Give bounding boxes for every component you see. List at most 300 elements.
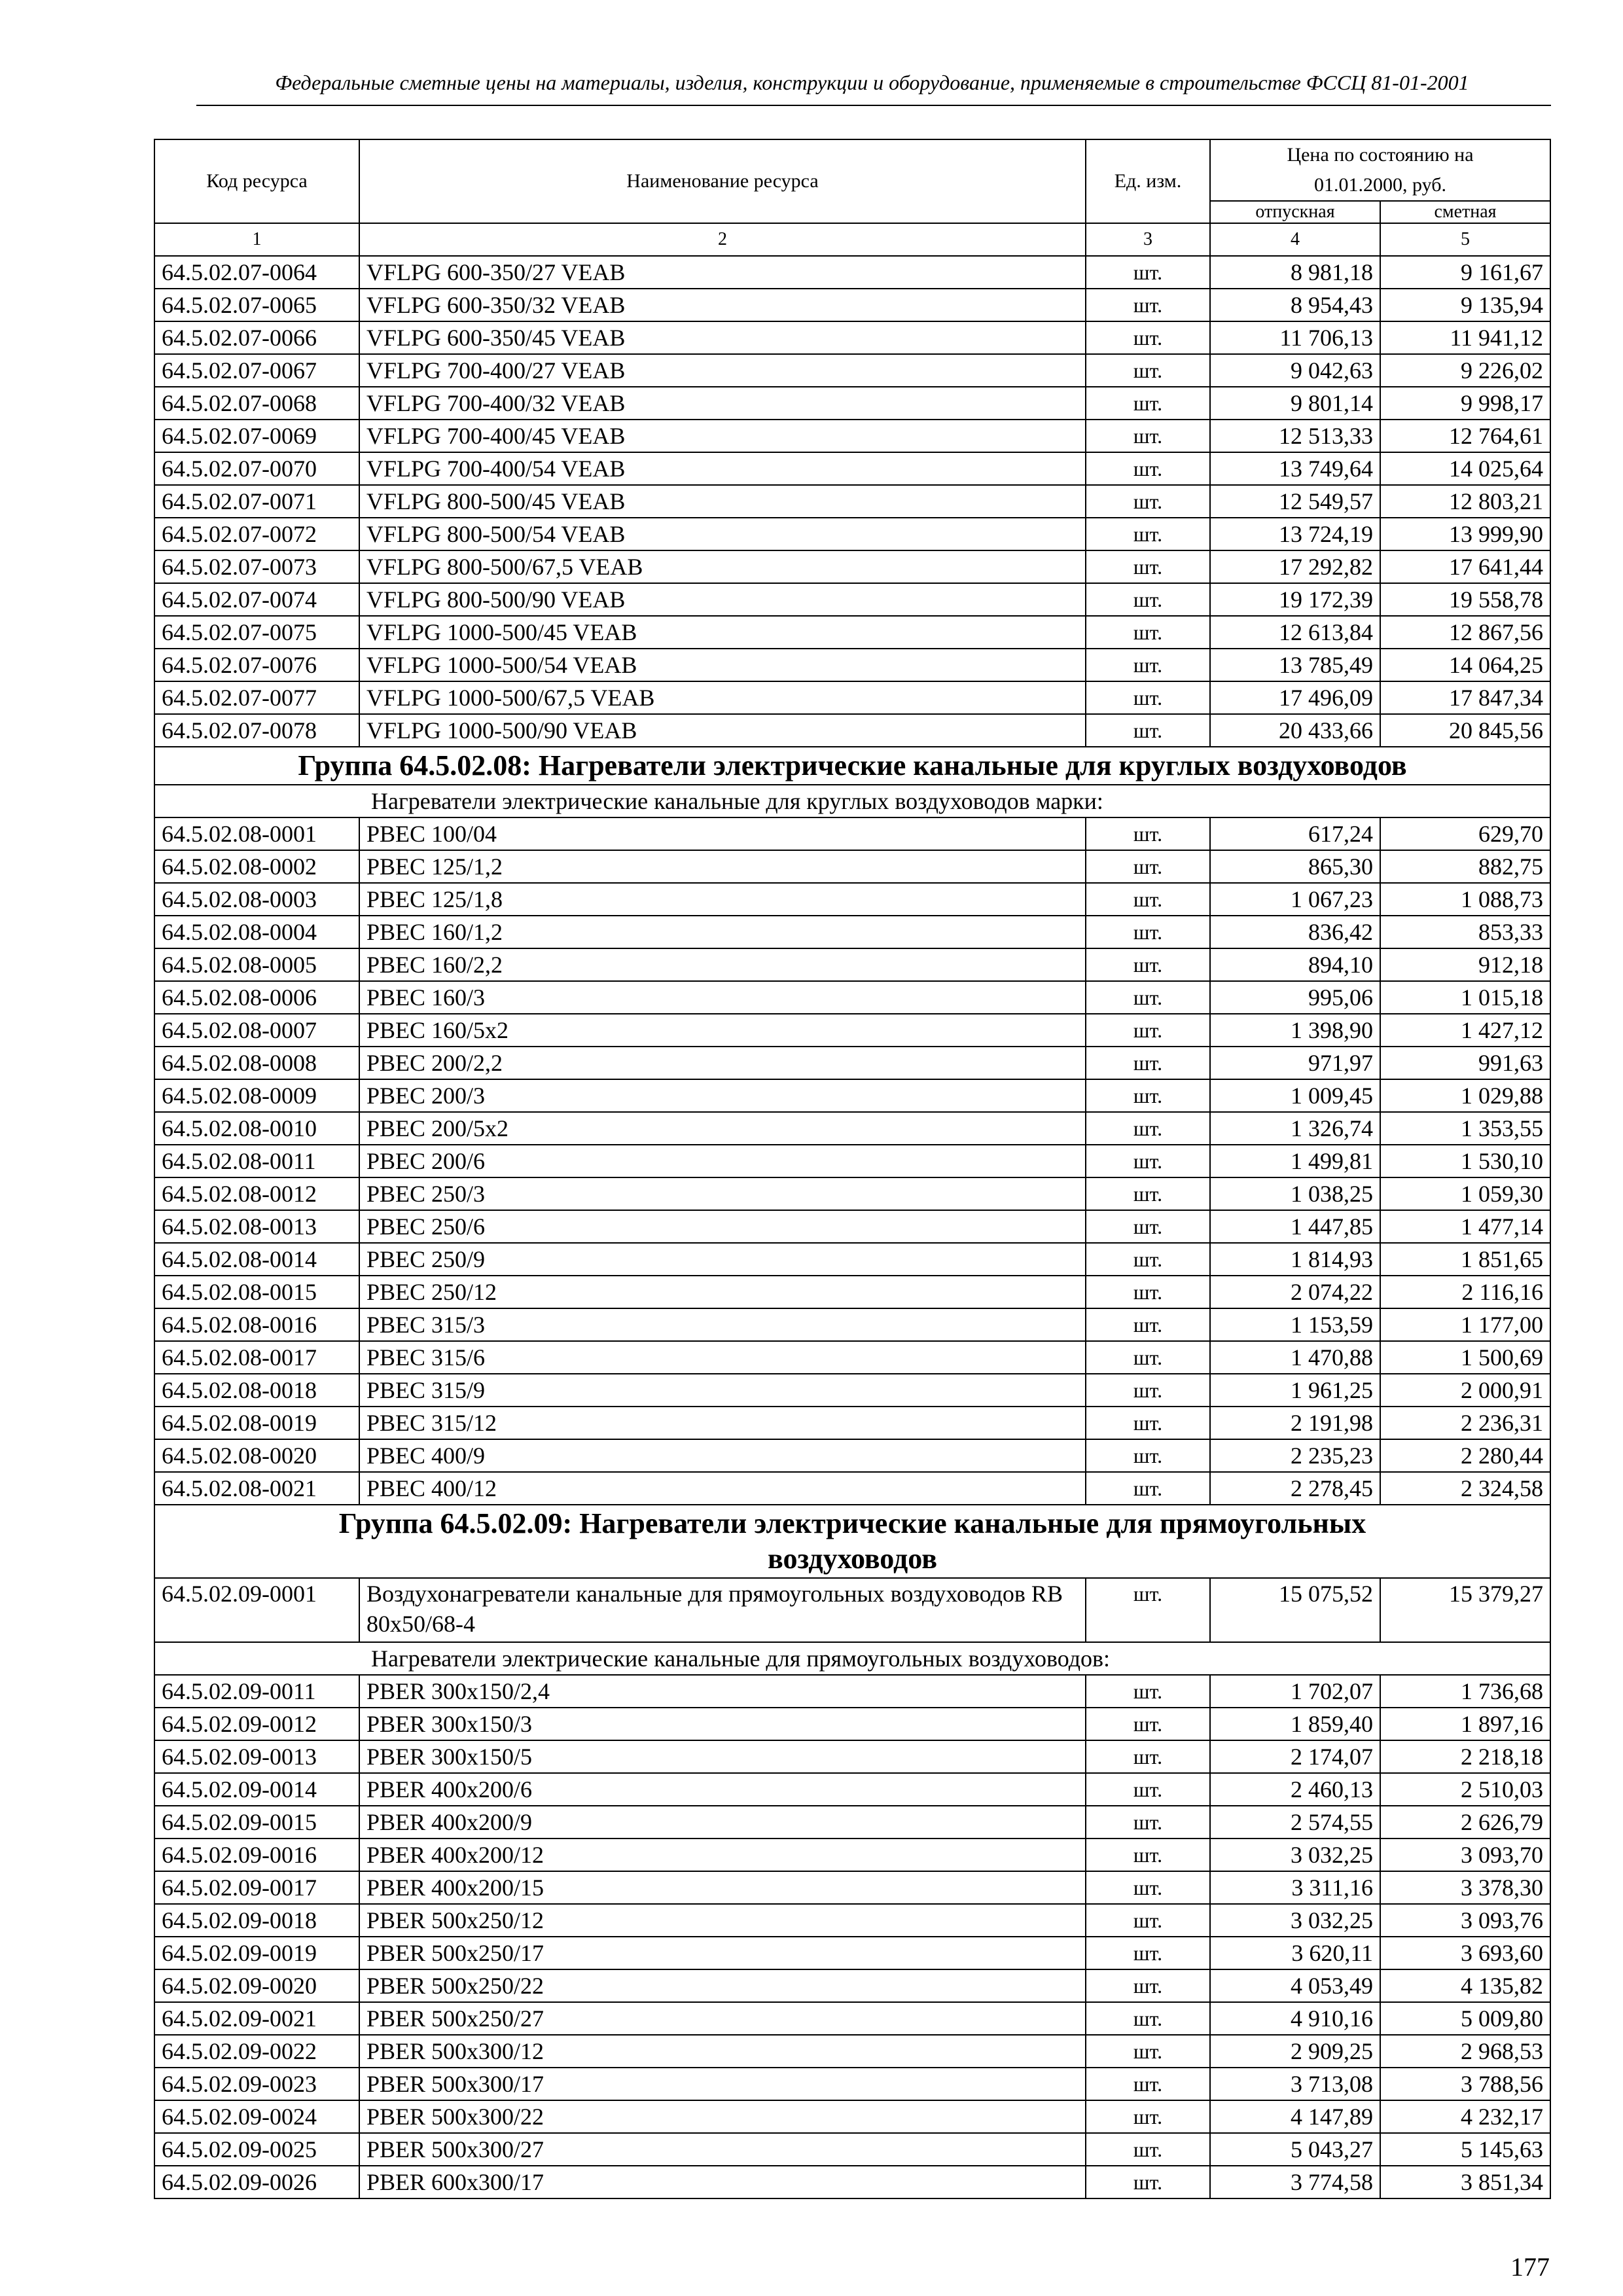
resource-code: 64.5.02.08-0008 xyxy=(154,1047,359,1079)
resource-code: 64.5.02.08-0017 xyxy=(154,1341,359,1374)
table-row xyxy=(154,1243,1550,1276)
resource-unit: шт. xyxy=(1086,2100,1210,2133)
resource-name: PBEC 400/12 xyxy=(359,1472,1086,1505)
estimate-price: 2 236,31 xyxy=(1380,1407,1550,1439)
resource-name: PBER 500x300/27 xyxy=(359,2133,1086,2166)
release-price: 1 153,59 xyxy=(1210,1308,1380,1341)
resource-code: 64.5.02.09-0024 xyxy=(154,2100,359,2133)
table-row xyxy=(154,1904,1550,1937)
resource-code: 64.5.02.09-0026 xyxy=(154,2166,359,2198)
resource-name: PBER 300x150/3 xyxy=(359,1708,1086,1740)
resource-code: 64.5.02.09-0021 xyxy=(154,2002,359,2035)
estimate-price: 9 226,02 xyxy=(1380,354,1550,387)
estimate-price: 629,70 xyxy=(1380,817,1550,850)
estimate-price: 2 626,79 xyxy=(1380,1806,1550,1839)
resource-code: 64.5.02.07-0070 xyxy=(154,452,359,485)
group-heading-row xyxy=(154,1505,1550,1578)
release-price: 1 814,93 xyxy=(1210,1243,1380,1276)
resource-unit: шт. xyxy=(1086,1839,1210,1871)
price-table-body xyxy=(154,139,1550,2198)
resource-name: PBER 500x250/17 xyxy=(359,1937,1086,1969)
table-row xyxy=(154,256,1550,289)
table-row xyxy=(154,321,1550,354)
estimate-price: 2 968,53 xyxy=(1380,2035,1550,2068)
release-price: 894,10 xyxy=(1210,948,1380,981)
resource-unit: шт. xyxy=(1086,1177,1210,1210)
resource-code: 64.5.02.08-0015 xyxy=(154,1276,359,1308)
col-header-name: Наименование ресурса xyxy=(359,139,1086,223)
release-price: 1 859,40 xyxy=(1210,1708,1380,1740)
resource-unit: шт. xyxy=(1086,1014,1210,1047)
resource-unit: шт. xyxy=(1086,817,1210,850)
resource-code: 64.5.02.07-0074 xyxy=(154,583,359,616)
resource-code: 64.5.02.07-0068 xyxy=(154,387,359,420)
resource-unit: шт. xyxy=(1086,916,1210,948)
resource-name: VFLPG 1000-500/67,5 VEAB xyxy=(359,681,1086,714)
resource-unit: шт. xyxy=(1086,583,1210,616)
estimate-price: 4 135,82 xyxy=(1380,1969,1550,2002)
release-price: 4 910,16 xyxy=(1210,2002,1380,2035)
resource-code: 64.5.02.09-0019 xyxy=(154,1937,359,1969)
resource-unit: шт. xyxy=(1086,518,1210,550)
price-table xyxy=(154,139,1551,2199)
col-number: 5 xyxy=(1380,223,1550,256)
resource-code: 64.5.02.09-0020 xyxy=(154,1969,359,2002)
resource-unit: шт. xyxy=(1086,1374,1210,1407)
resource-unit: шт. xyxy=(1086,1210,1210,1243)
resource-code: 64.5.02.07-0069 xyxy=(154,420,359,452)
resource-unit: шт. xyxy=(1086,1871,1210,1904)
estimate-price: 17 641,44 xyxy=(1380,550,1550,583)
resource-unit: шт. xyxy=(1086,1079,1210,1112)
table-row xyxy=(154,1112,1550,1145)
resource-code: 64.5.02.07-0076 xyxy=(154,649,359,681)
table-row xyxy=(154,616,1550,649)
resource-name: VFLPG 800-500/67,5 VEAB xyxy=(359,550,1086,583)
resource-name: VFLPG 700-400/54 VEAB xyxy=(359,452,1086,485)
release-price: 3 774,58 xyxy=(1210,2166,1380,2198)
estimate-price: 9 998,17 xyxy=(1380,387,1550,420)
resource-unit: шт. xyxy=(1086,1708,1210,1740)
col-number: 4 xyxy=(1210,223,1380,256)
resource-code: 64.5.02.07-0065 xyxy=(154,289,359,321)
estimate-price: 1 427,12 xyxy=(1380,1014,1550,1047)
release-price: 971,97 xyxy=(1210,1047,1380,1079)
table-row xyxy=(154,681,1550,714)
table-row xyxy=(154,1374,1550,1407)
resource-unit: шт. xyxy=(1086,681,1210,714)
table-row xyxy=(154,948,1550,981)
resource-name: VFLPG 1000-500/45 VEAB xyxy=(359,616,1086,649)
estimate-price: 9 161,67 xyxy=(1380,256,1550,289)
resource-name: PBEC 160/3 xyxy=(359,981,1086,1014)
resource-name: PBEC 160/1,2 xyxy=(359,916,1086,948)
table-row xyxy=(154,289,1550,321)
estimate-price: 1 897,16 xyxy=(1380,1708,1550,1740)
resource-name: PBEC 200/2,2 xyxy=(359,1047,1086,1079)
resource-unit: шт. xyxy=(1086,649,1210,681)
resource-code: 64.5.02.08-0002 xyxy=(154,850,359,883)
resource-name: Воздухонагреватели канальные для прямоугольных воздуховодов RB 80x50/68-4 xyxy=(359,1578,1086,1642)
release-price: 3 620,11 xyxy=(1210,1937,1380,1969)
resource-name: PBER 500x300/22 xyxy=(359,2100,1086,2133)
release-price: 2 460,13 xyxy=(1210,1773,1380,1806)
resource-name: VFLPG 1000-500/90 VEAB xyxy=(359,714,1086,747)
resource-code: 64.5.02.08-0014 xyxy=(154,1243,359,1276)
table-header-row xyxy=(154,139,1550,201)
resource-name: VFLPG 700-400/45 VEAB xyxy=(359,420,1086,452)
table-row xyxy=(154,387,1550,420)
resource-unit: шт. xyxy=(1086,1047,1210,1079)
resource-name: PBER 500x300/12 xyxy=(359,2035,1086,2068)
resource-name: VFLPG 600-350/27 VEAB xyxy=(359,256,1086,289)
table-row xyxy=(154,1740,1550,1773)
estimate-price: 1 059,30 xyxy=(1380,1177,1550,1210)
estimate-price: 14 064,25 xyxy=(1380,649,1550,681)
resource-code: 64.5.02.08-0001 xyxy=(154,817,359,850)
resource-name: PBER 400x200/9 xyxy=(359,1806,1086,1839)
estimate-price: 1 851,65 xyxy=(1380,1243,1550,1276)
resource-code: 64.5.02.07-0071 xyxy=(154,485,359,518)
table-row xyxy=(154,817,1550,850)
table-row xyxy=(154,518,1550,550)
resource-unit: шт. xyxy=(1086,1276,1210,1308)
resource-name: VFLPG 800-500/45 VEAB xyxy=(359,485,1086,518)
col-number: 2 xyxy=(359,223,1086,256)
resource-unit: шт. xyxy=(1086,948,1210,981)
release-price: 17 496,09 xyxy=(1210,681,1380,714)
resource-name: PBER 400x200/15 xyxy=(359,1871,1086,1904)
table-row xyxy=(154,2133,1550,2166)
release-price: 19 172,39 xyxy=(1210,583,1380,616)
release-price: 1 326,74 xyxy=(1210,1112,1380,1145)
resource-name: PBER 400x200/6 xyxy=(359,1773,1086,1806)
resource-code: 64.5.02.09-0014 xyxy=(154,1773,359,1806)
resource-unit: шт. xyxy=(1086,2166,1210,2198)
col-number: 3 xyxy=(1086,223,1210,256)
table-row xyxy=(154,1210,1550,1243)
resource-name: PBER 500x250/22 xyxy=(359,1969,1086,2002)
page-number: 177 xyxy=(1510,2252,1550,2282)
table-row xyxy=(154,1177,1550,1210)
table-row xyxy=(154,1472,1550,1505)
release-price: 17 292,82 xyxy=(1210,550,1380,583)
running-header: Федеральные сметные цены на материалы, изделия, конструкции и оборудование, применяемые в строительстве ФССЦ 81-01-2001 xyxy=(275,71,1469,94)
estimate-price: 1 015,18 xyxy=(1380,981,1550,1014)
table-row xyxy=(154,1145,1550,1177)
resource-code: 64.5.02.09-0015 xyxy=(154,1806,359,1839)
table-row xyxy=(154,2002,1550,2035)
table-row xyxy=(154,2068,1550,2100)
resource-name: VFLPG 800-500/90 VEAB xyxy=(359,583,1086,616)
table-row xyxy=(154,850,1550,883)
resource-name: PBEC 200/3 xyxy=(359,1079,1086,1112)
group-heading: Группа 64.5.02.09: Нагреватели электрические канальные для прямоугольных воздуховодов xyxy=(154,1505,1550,1578)
group-subheading-row xyxy=(154,1642,1550,1675)
resource-unit: шт. xyxy=(1086,1145,1210,1177)
release-price: 2 235,23 xyxy=(1210,1439,1380,1472)
estimate-price: 14 025,64 xyxy=(1380,452,1550,485)
table-row xyxy=(154,2100,1550,2133)
resource-unit: шт. xyxy=(1086,1578,1210,1642)
estimate-price: 882,75 xyxy=(1380,850,1550,883)
resource-name: PBEC 315/9 xyxy=(359,1374,1086,1407)
group-subheading: Нагреватели электрические канальные для прямоугольных воздуховодов: xyxy=(154,1642,1550,1675)
release-price: 3 032,25 xyxy=(1210,1839,1380,1871)
resource-unit: шт. xyxy=(1086,2068,1210,2100)
table-row xyxy=(154,1839,1550,1871)
table-row xyxy=(154,1937,1550,1969)
estimate-price: 20 845,56 xyxy=(1380,714,1550,747)
resource-name: PBER 500x250/12 xyxy=(359,1904,1086,1937)
estimate-price: 12 764,61 xyxy=(1380,420,1550,452)
resource-name: VFLPG 600-350/32 VEAB xyxy=(359,289,1086,321)
resource-unit: шт. xyxy=(1086,1806,1210,1839)
estimate-price: 2 218,18 xyxy=(1380,1740,1550,1773)
resource-unit: шт. xyxy=(1086,354,1210,387)
resource-name: PBEC 160/5x2 xyxy=(359,1014,1086,1047)
estimate-price: 1 029,88 xyxy=(1380,1079,1550,1112)
resource-unit: шт. xyxy=(1086,1341,1210,1374)
release-price: 2 278,45 xyxy=(1210,1472,1380,1505)
estimate-price: 12 803,21 xyxy=(1380,485,1550,518)
estimate-price: 3 851,34 xyxy=(1380,2166,1550,2198)
estimate-price: 12 867,56 xyxy=(1380,616,1550,649)
resource-unit: шт. xyxy=(1086,981,1210,1014)
release-price: 20 433,66 xyxy=(1210,714,1380,747)
release-price: 4 147,89 xyxy=(1210,2100,1380,2133)
table-row xyxy=(154,485,1550,518)
table-row xyxy=(154,1708,1550,1740)
resource-name: PBEC 200/6 xyxy=(359,1145,1086,1177)
resource-unit: шт. xyxy=(1086,1112,1210,1145)
col-header-estimate: сметная xyxy=(1380,201,1550,223)
group-heading: Группа 64.5.02.08: Нагреватели электрические канальные для круглых воздуховодов xyxy=(154,747,1550,785)
table-row xyxy=(154,883,1550,916)
resource-unit: шт. xyxy=(1086,616,1210,649)
table-row xyxy=(154,420,1550,452)
estimate-price: 3 693,60 xyxy=(1380,1937,1550,1969)
resource-code: 64.5.02.08-0010 xyxy=(154,1112,359,1145)
col-header-release: отпускная xyxy=(1210,201,1380,223)
release-price: 12 549,57 xyxy=(1210,485,1380,518)
resource-name: PBER 400x200/12 xyxy=(359,1839,1086,1871)
resource-code: 64.5.02.09-0001 xyxy=(154,1578,359,1642)
estimate-price: 1 500,69 xyxy=(1380,1341,1550,1374)
resource-code: 64.5.02.08-0011 xyxy=(154,1145,359,1177)
release-price: 1 038,25 xyxy=(1210,1177,1380,1210)
resource-unit: шт. xyxy=(1086,1308,1210,1341)
estimate-price: 991,63 xyxy=(1380,1047,1550,1079)
resource-name: PBEC 250/12 xyxy=(359,1276,1086,1308)
estimate-price: 5 145,63 xyxy=(1380,2133,1550,2166)
resource-code: 64.5.02.08-0018 xyxy=(154,1374,359,1407)
release-price: 1 398,90 xyxy=(1210,1014,1380,1047)
resource-unit: шт. xyxy=(1086,2002,1210,2035)
table-row xyxy=(154,1439,1550,1472)
resource-unit: шт. xyxy=(1086,1937,1210,1969)
release-price: 13 785,49 xyxy=(1210,649,1380,681)
estimate-price: 1 477,14 xyxy=(1380,1210,1550,1243)
resource-name: PBEC 250/3 xyxy=(359,1177,1086,1210)
table-row xyxy=(154,714,1550,747)
estimate-price: 2 116,16 xyxy=(1380,1276,1550,1308)
release-price: 1 702,07 xyxy=(1210,1675,1380,1708)
resource-code: 64.5.02.09-0013 xyxy=(154,1740,359,1773)
estimate-price: 912,18 xyxy=(1380,948,1550,981)
resource-unit: шт. xyxy=(1086,1773,1210,1806)
resource-code: 64.5.02.07-0072 xyxy=(154,518,359,550)
release-price: 13 724,19 xyxy=(1210,518,1380,550)
estimate-price: 853,33 xyxy=(1380,916,1550,948)
estimate-price: 3 788,56 xyxy=(1380,2068,1550,2100)
release-price: 13 749,64 xyxy=(1210,452,1380,485)
resource-name: PBEC 125/1,8 xyxy=(359,883,1086,916)
resource-unit: шт. xyxy=(1086,452,1210,485)
resource-code: 64.5.02.08-0021 xyxy=(154,1472,359,1505)
resource-code: 64.5.02.08-0020 xyxy=(154,1439,359,1472)
resource-code: 64.5.02.08-0019 xyxy=(154,1407,359,1439)
release-price: 12 513,33 xyxy=(1210,420,1380,452)
release-price: 3 032,25 xyxy=(1210,1904,1380,1937)
table-row xyxy=(154,981,1550,1014)
table-row xyxy=(154,1341,1550,1374)
resource-unit: шт. xyxy=(1086,1407,1210,1439)
resource-code: 64.5.02.09-0018 xyxy=(154,1904,359,1937)
table-row xyxy=(154,1079,1550,1112)
table-row xyxy=(154,916,1550,948)
table-row xyxy=(154,1806,1550,1839)
resource-unit: шт. xyxy=(1086,550,1210,583)
table-row xyxy=(154,1871,1550,1904)
resource-code: 64.5.02.08-0006 xyxy=(154,981,359,1014)
table-row xyxy=(154,649,1550,681)
resource-code: 64.5.02.08-0003 xyxy=(154,883,359,916)
resource-code: 64.5.02.07-0064 xyxy=(154,256,359,289)
resource-unit: шт. xyxy=(1086,850,1210,883)
table-row xyxy=(154,1014,1550,1047)
estimate-price: 2 510,03 xyxy=(1380,1773,1550,1806)
estimate-price: 17 847,34 xyxy=(1380,681,1550,714)
estimate-price: 1 177,00 xyxy=(1380,1308,1550,1341)
table-row xyxy=(154,1047,1550,1079)
resource-code: 64.5.02.07-0078 xyxy=(154,714,359,747)
estimate-price: 5 009,80 xyxy=(1380,2002,1550,2035)
resource-unit: шт. xyxy=(1086,714,1210,747)
estimate-price: 9 135,94 xyxy=(1380,289,1550,321)
release-price: 1 447,85 xyxy=(1210,1210,1380,1243)
resource-code: 64.5.02.08-0013 xyxy=(154,1210,359,1243)
col-header-code: Код ресурса xyxy=(154,139,359,223)
resource-code: 64.5.02.07-0066 xyxy=(154,321,359,354)
col-header-unit: Ед. изм. xyxy=(1086,139,1210,223)
estimate-price: 4 232,17 xyxy=(1380,2100,1550,2133)
estimate-price: 1 088,73 xyxy=(1380,883,1550,916)
resource-code: 64.5.02.09-0022 xyxy=(154,2035,359,2068)
resource-unit: шт. xyxy=(1086,256,1210,289)
resource-code: 64.5.02.08-0012 xyxy=(154,1177,359,1210)
resource-code: 64.5.02.07-0067 xyxy=(154,354,359,387)
group-subheading: Нагреватели электрические канальные для круглых воздуховодов марки: xyxy=(154,785,1550,817)
header-divider xyxy=(196,105,1551,106)
release-price: 4 053,49 xyxy=(1210,1969,1380,2002)
release-price: 2 909,25 xyxy=(1210,2035,1380,2068)
estimate-price: 1 736,68 xyxy=(1380,1675,1550,1708)
release-price: 2 191,98 xyxy=(1210,1407,1380,1439)
resource-unit: шт. xyxy=(1086,2035,1210,2068)
release-price: 1 009,45 xyxy=(1210,1079,1380,1112)
resource-code: 64.5.02.08-0016 xyxy=(154,1308,359,1341)
release-price: 8 981,18 xyxy=(1210,256,1380,289)
estimate-price: 3 093,70 xyxy=(1380,1839,1550,1871)
table-row xyxy=(154,2035,1550,2068)
resource-code: 64.5.02.09-0025 xyxy=(154,2133,359,2166)
group-heading-row xyxy=(154,747,1550,785)
release-price: 2 574,55 xyxy=(1210,1806,1380,1839)
estimate-price: 2 324,58 xyxy=(1380,1472,1550,1505)
release-price: 617,24 xyxy=(1210,817,1380,850)
table-row xyxy=(154,1675,1550,1708)
resource-name: PBER 500x300/17 xyxy=(359,2068,1086,2100)
estimate-price: 3 378,30 xyxy=(1380,1871,1550,1904)
resource-name: PBEC 315/3 xyxy=(359,1308,1086,1341)
release-price: 15 075,52 xyxy=(1210,1578,1380,1642)
table-row xyxy=(154,583,1550,616)
col-number: 1 xyxy=(154,223,359,256)
resource-name: PBEC 400/9 xyxy=(359,1439,1086,1472)
estimate-price: 1 530,10 xyxy=(1380,1145,1550,1177)
group-subheading-row xyxy=(154,785,1550,817)
resource-code: 64.5.02.07-0077 xyxy=(154,681,359,714)
resource-unit: шт. xyxy=(1086,1472,1210,1505)
table-row xyxy=(154,1969,1550,2002)
resource-name: PBER 300x150/5 xyxy=(359,1740,1086,1773)
estimate-price: 19 558,78 xyxy=(1380,583,1550,616)
table-row xyxy=(154,1578,1550,1642)
estimate-price: 2 280,44 xyxy=(1380,1439,1550,1472)
release-price: 8 954,43 xyxy=(1210,289,1380,321)
table-row xyxy=(154,2166,1550,2198)
resource-unit: шт. xyxy=(1086,1243,1210,1276)
resource-name: PBER 600x300/17 xyxy=(359,2166,1086,2198)
resource-code: 64.5.02.07-0073 xyxy=(154,550,359,583)
estimate-price: 15 379,27 xyxy=(1380,1578,1550,1642)
resource-name: PBEC 125/1,2 xyxy=(359,850,1086,883)
resource-code: 64.5.02.09-0023 xyxy=(154,2068,359,2100)
resource-unit: шт. xyxy=(1086,883,1210,916)
release-price: 1 067,23 xyxy=(1210,883,1380,916)
resource-name: PBEC 200/5x2 xyxy=(359,1112,1086,1145)
resource-code: 64.5.02.08-0009 xyxy=(154,1079,359,1112)
resource-name: PBEC 160/2,2 xyxy=(359,948,1086,981)
release-price: 1 961,25 xyxy=(1210,1374,1380,1407)
resource-unit: шт. xyxy=(1086,420,1210,452)
table-row xyxy=(154,1308,1550,1341)
resource-code: 64.5.02.09-0017 xyxy=(154,1871,359,1904)
column-number-row xyxy=(154,223,1550,256)
resource-unit: шт. xyxy=(1086,289,1210,321)
resource-name: VFLPG 800-500/54 VEAB xyxy=(359,518,1086,550)
resource-unit: шт. xyxy=(1086,1904,1210,1937)
resource-code: 64.5.02.09-0016 xyxy=(154,1839,359,1871)
release-price: 9 042,63 xyxy=(1210,354,1380,387)
estimate-price: 2 000,91 xyxy=(1380,1374,1550,1407)
resource-unit: шт. xyxy=(1086,485,1210,518)
estimate-price: 3 093,76 xyxy=(1380,1904,1550,1937)
resource-code: 64.5.02.08-0004 xyxy=(154,916,359,948)
release-price: 5 043,27 xyxy=(1210,2133,1380,2166)
table-row xyxy=(154,1773,1550,1806)
